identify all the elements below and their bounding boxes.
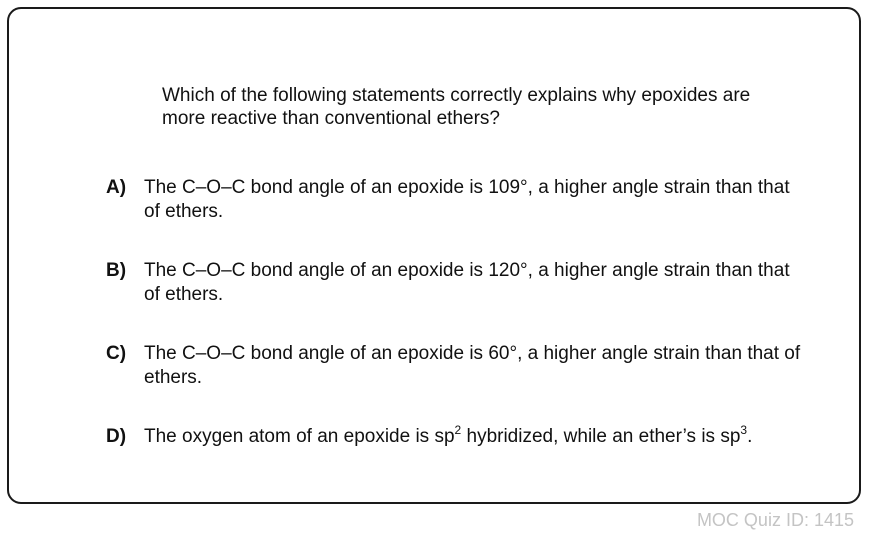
- option-letter: A): [106, 177, 127, 198]
- option-text: The C–O–C bond angle of an epoxide is 60°, a higher angle strain than that of ethers.: [144, 343, 801, 388]
- quiz-id-label: MOC Quiz ID: 1415: [696, 510, 854, 530]
- option-c[interactable]: [106, 342, 806, 390]
- question-text: Which of the following statements correctly explains why epoxides are more reactive than conventional ethers?: [162, 85, 751, 129]
- option-a[interactable]: [106, 176, 806, 224]
- option-text: [144, 422, 806, 449]
- option-text-part: The oxygen atom of an epoxide is sp: [144, 426, 455, 447]
- option-text: The C–O–C bond angle of an epoxide is 120°, a higher angle strain than that of ethers.: [144, 260, 790, 305]
- superscript: 2: [454, 422, 462, 437]
- option-text: The C–O–C bond angle of an epoxide is 109°, a higher angle strain than that of ethers.: [144, 177, 790, 222]
- option-letter: B): [106, 260, 127, 281]
- superscript: 3: [740, 422, 748, 437]
- option-b[interactable]: [106, 259, 806, 307]
- option-letter: C): [106, 343, 127, 364]
- option-d[interactable]: [106, 422, 806, 449]
- option-text-part: .: [747, 426, 753, 447]
- option-letter: D): [106, 426, 127, 447]
- option-text-part: hybridized, while an ether’s is sp: [461, 426, 741, 447]
